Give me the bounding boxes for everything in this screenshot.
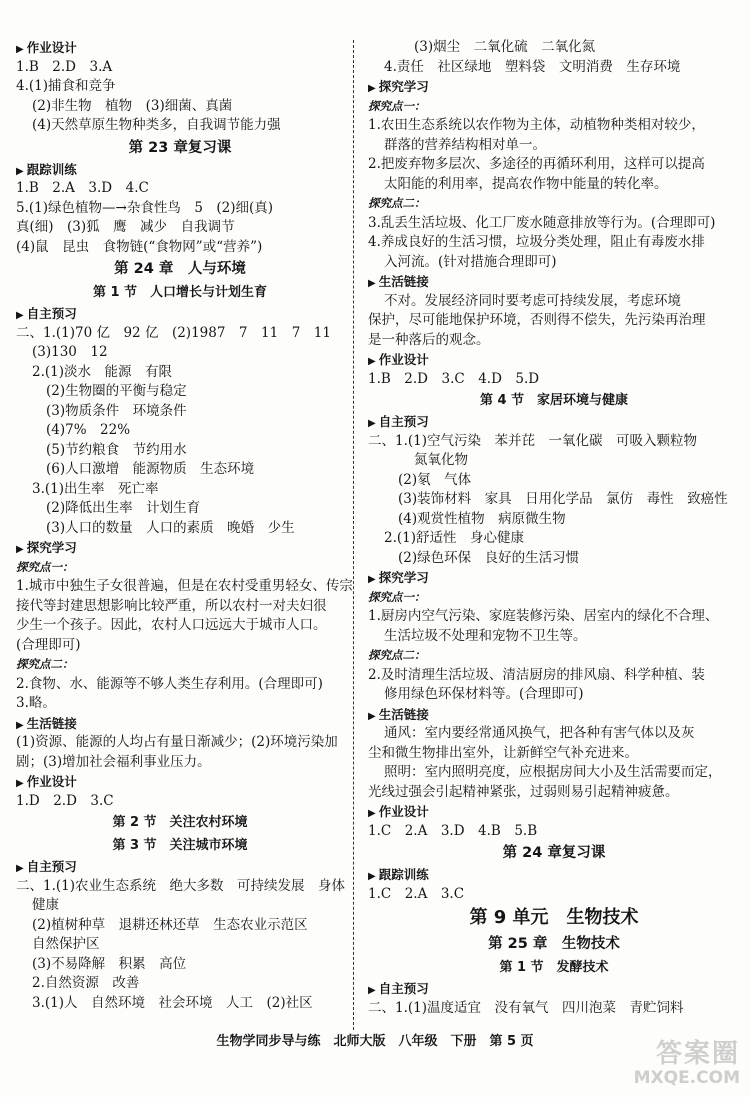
answer-line: 自然保护区 xyxy=(32,936,100,952)
answer-line: (3)烟尘 二氧化硫 二氧化氮 xyxy=(414,39,596,55)
answer-line: 2.(1)淡水 能源 有限 xyxy=(32,363,173,380)
answer-line: (3)人口的数量 人口的素质 晚婚 少生 xyxy=(46,519,295,536)
section-heading: ▶ 作业设计 xyxy=(16,772,344,792)
probe-label: 探究点一： xyxy=(368,589,426,604)
answer-line: 3.(1)人 自然环境 社会环境 人工 (2)社区 xyxy=(32,994,313,1011)
answer-line: (4)观赏性植物 病原微生物 xyxy=(398,510,566,527)
answer-line: 光线过强会引起精神紧张，过弱则易引起精神疲惫。 xyxy=(368,783,679,800)
answer-line: 少生一个孩子。因此，农村人口远远大于城市人口。 xyxy=(16,617,327,633)
answer-line: 2.把废弃物多层次、多途径的再循环利用，这样可以提高 xyxy=(368,156,705,172)
answer-line: (2)植树种草 退耕还林还草 生态农业示范区 xyxy=(32,916,308,933)
answer-line: (3)不易降解 积累 高位 xyxy=(32,955,187,972)
answer-line: 1.B 2.D 3.C 4.D 5.D xyxy=(368,370,540,387)
answer-line: 1.C 2.A 3.D 4.B 5.B xyxy=(368,822,538,839)
probe-label: 探究点二： xyxy=(16,657,74,671)
section-heading: ▶ 探究学习 xyxy=(16,538,344,558)
subsection-heading: 第 1 节 人口增长与计划生育 xyxy=(92,285,268,300)
answer-line: 保护，尽可能地保护环境，否则得不偿失，先污染再治理 xyxy=(368,312,706,328)
answer-line: 1.B 2.A 3.D 4.C xyxy=(16,180,149,196)
answer-line: 2.及时清理生活垃圾、清洁厨房的排风扇、科学种植、装 xyxy=(368,666,705,683)
subsection-heading: 第 2 节 关注农村环境 xyxy=(112,815,248,830)
section-heading: ▶ 自主预习 xyxy=(368,412,740,432)
answer-line: 是一种落后的观念。 xyxy=(368,331,490,348)
section-heading: ▶ 生活链接 xyxy=(16,714,344,734)
section-heading: ▶ 自主预习 xyxy=(16,857,344,877)
subsection-heading: 第 4 节 家居环境与健康 xyxy=(479,393,629,408)
answer-line: 1.厨房内空气污染、家庭装修污染、居室内的绿化不合理、 xyxy=(368,608,719,624)
answer-line: (2)生物圈的平衡与稳定 xyxy=(46,383,187,399)
section-heading: ▶ 探究学习 xyxy=(368,77,740,97)
unit-heading: 第 9 单元 生物技术 xyxy=(469,907,639,928)
answer-line: 二、1.(1)空气污染 苯并芘 一氧化碳 可吸入颗粒物 xyxy=(368,432,698,449)
page-footer: 生物学同步导与练 北师大版 八年级 下册 第 5 页 xyxy=(216,1034,534,1049)
answer-line: 尘和微生物排出室外，让新鲜空气补充进来。 xyxy=(368,744,638,761)
right-column xyxy=(368,38,740,1018)
answer-line: (2)绿色环保 良好的生活习惯 xyxy=(398,549,580,566)
watermark-text: 答案圈 xyxy=(655,1039,740,1069)
section-heading: ▶ 作业设计 xyxy=(16,38,344,58)
section-heading: ▶ 自主预习 xyxy=(16,304,344,324)
answer-line: (3)130 12 xyxy=(32,344,108,360)
answer-line: (4)鼠 昆虫 食物链(“食物网”或“营养”) xyxy=(16,238,263,255)
answer-line: 2.自然资源 改善 xyxy=(32,975,140,991)
answer-line: 2.(1)舒适性 身心健康 xyxy=(384,530,525,546)
answer-line: 生活垃圾不处理和宠物不卫生等。 xyxy=(384,627,587,644)
section-heading: ▶ 探究学习 xyxy=(368,568,740,588)
answer-line: 不对。发展经济同时要考虑可持续发展，考虑环境 xyxy=(384,292,681,309)
answer-line: 二、1.(1)农业生态系统 绝大多数 可持续发展 身体 xyxy=(16,877,346,894)
answer-line: 3.(1)出生率 死亡率 xyxy=(32,480,159,497)
answer-line: (2)降低出生率 计划生育 xyxy=(46,500,201,516)
probe-label: 探究点二： xyxy=(368,648,426,662)
answer-line: (4)天然草原生物种类多，自我调节能力强 xyxy=(32,117,281,133)
answer-line: (1)资源、能源的人均占有量日渐减少；(2)环境污染加 xyxy=(16,734,338,750)
answer-line: (合理即可) xyxy=(16,636,81,653)
answer-line: 5.(1)绿色植物—→杂食性鸟 5 (2)细(真) xyxy=(16,199,274,216)
watermark-logo xyxy=(590,1040,740,1092)
section-heading: ▶ 生活链接 xyxy=(368,272,740,292)
answer-line: (3)装饰材料 家具 日用化学品 氯仿 毒性 致癌性 xyxy=(398,491,728,507)
answer-line: 3.乱丢生活垃圾、化工厂废水随意排放等行为。(合理即可) xyxy=(368,214,716,231)
answer-line: 接代等封建思想影响比较严重，所以农村一对夫妇很 xyxy=(16,597,327,614)
probe-label: 探究点二： xyxy=(368,196,426,210)
answer-line: 真(细) (3)狐 鹰 减少 自我调节 xyxy=(16,219,235,235)
answer-line: 1.D 2.D 3.C xyxy=(16,792,114,809)
answer-line: 修用绿色环保材料等。(合理即可) xyxy=(384,686,584,702)
answer-line: 氮氧化物 xyxy=(414,452,468,468)
left-column xyxy=(16,38,353,1013)
answer-line: 入河流。(针对措施合理即可) xyxy=(384,253,557,270)
answer-line: 1.B 2.D 3.A xyxy=(16,58,113,75)
answer-line: 1.C 2.A 3.C xyxy=(368,885,465,902)
chapter-heading: 第 25 章 生物技术 xyxy=(488,936,620,952)
answer-line: 2.食物、水、能源等不够人类生存利用。(合理即可) xyxy=(16,675,323,692)
answer-line: 3.略。 xyxy=(16,695,56,711)
chapter-heading: 第 23 章复习课 xyxy=(128,139,232,156)
chapter-heading: 第 24 章复习课 xyxy=(502,845,606,861)
answer-line: 1.农田生态系统以农作物为主体，动植物种类相对较少， xyxy=(368,117,705,133)
subsection-heading: 第 1 节 发酵技术 xyxy=(499,960,609,975)
chapter-heading: 第 24 章 人与环境 xyxy=(114,261,246,277)
probe-label: 探究点一： xyxy=(368,98,426,113)
section-heading: ▶ 作业设计 xyxy=(368,350,740,370)
probe-label: 探究点一： xyxy=(16,559,74,574)
answer-line: 通风：室内要经常通风换气，把各种有害气体以及灰 xyxy=(384,725,695,741)
answer-line: 照明：室内照明亮度，应根据房间大小及生活需要而定， xyxy=(384,764,722,780)
answer-line: (5)节约粮食 节约用水 xyxy=(46,441,187,458)
answer-line: 1.城市中独生子女很普遍，但是在农村受重男轻女、传宗 xyxy=(16,578,353,594)
answer-line: 4.责任 社区绿地 塑料袋 文明消费 生存环境 xyxy=(384,58,681,75)
answer-line: 群落的营养结构相对单一。 xyxy=(384,136,546,153)
subsection-heading: 第 3 节 关注城市环境 xyxy=(112,838,248,853)
answer-line: (4)7% 22% xyxy=(46,422,131,438)
answer-line: (3)物质条件 环境条件 xyxy=(46,402,187,419)
answer-line: 太阳能的利用率，提高农作物中能量的转化率。 xyxy=(384,175,668,192)
answer-line: 4.养成良好的生活习惯，垃圾分类处理，阻止有毒废水排 xyxy=(368,234,705,250)
answer-line: 健康 xyxy=(32,897,59,913)
section-heading: ▶ 跟踪训练 xyxy=(16,160,344,180)
answer-line: 二、1.(1)70 亿 92 亿 (2)1987 7 11 7 11 xyxy=(16,324,331,341)
section-heading: ▶ 跟踪训练 xyxy=(368,865,740,885)
column-divider xyxy=(353,40,354,1030)
answer-line: 二、1.(1)温度适宜 没有氧气 四川泡菜 青贮饲料 xyxy=(368,999,684,1016)
section-heading: ▶ 自主预习 xyxy=(368,979,740,999)
answer-line: (6)人口激增 能源物质 生态环境 xyxy=(46,461,255,477)
answer-line: 剧；(3)增加社会福利事业压力。 xyxy=(16,753,211,770)
watermark-url: MXQE.COM xyxy=(633,1068,740,1088)
answer-line: 4.(1)捕食和竞争 xyxy=(16,78,116,94)
section-heading: ▶ 生活链接 xyxy=(368,705,740,725)
answer-line: (2)非生物 植物 (3)细菌、真菌 xyxy=(32,97,233,114)
answer-line: (2)氡 气体 xyxy=(398,471,472,488)
section-heading: ▶ 作业设计 xyxy=(368,802,740,822)
